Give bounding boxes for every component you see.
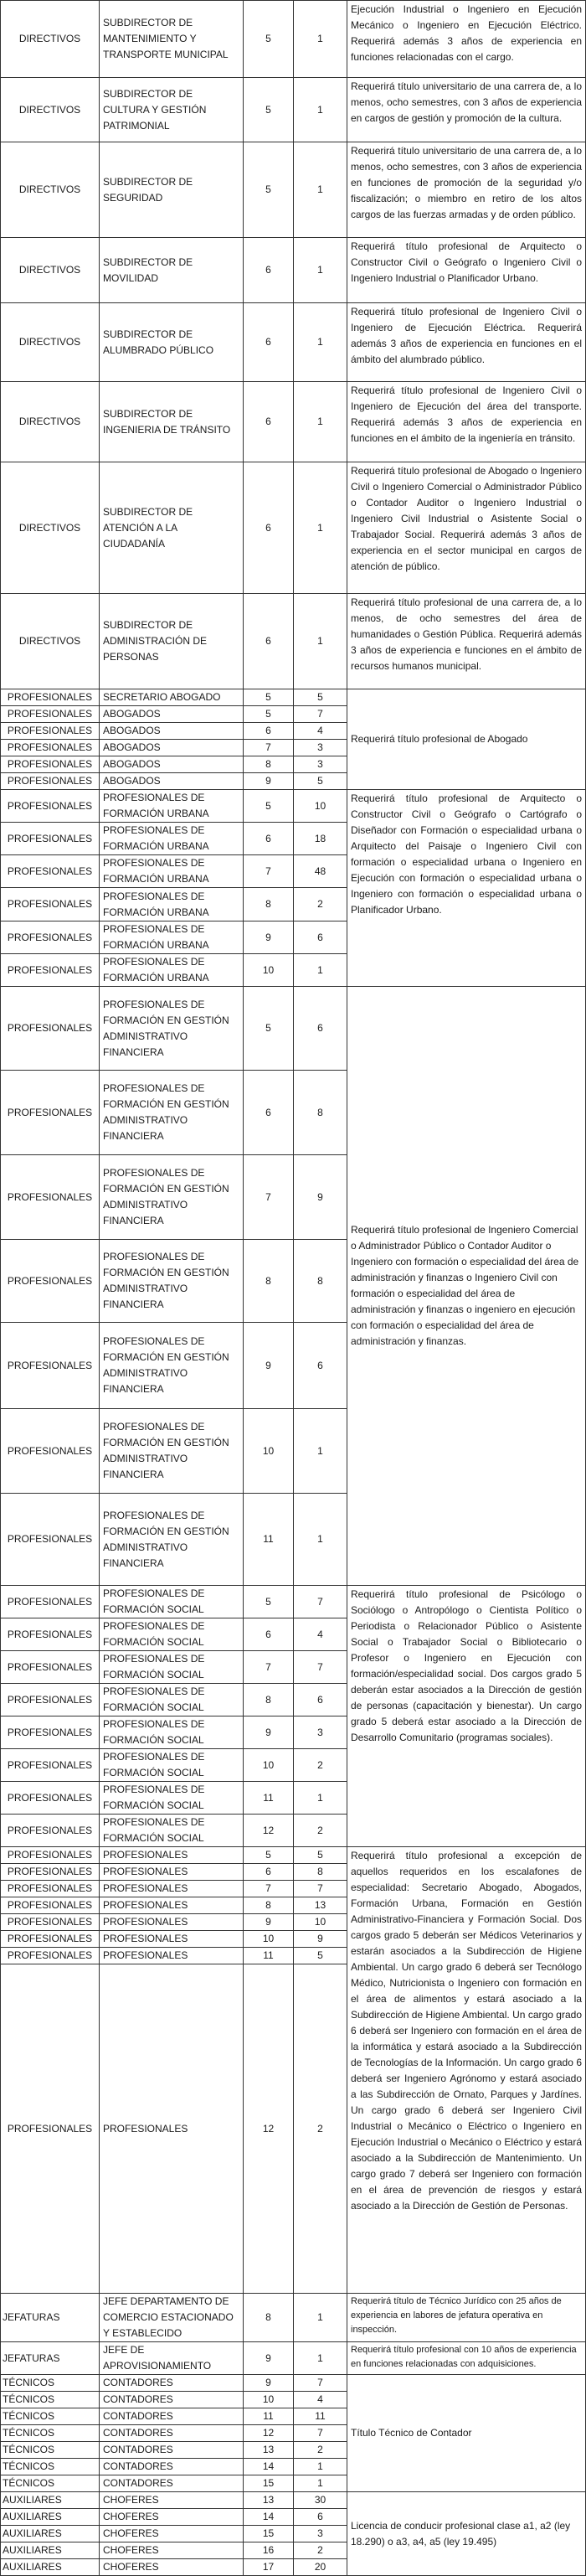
count-cell: 2: [294, 1815, 347, 1847]
count-cell: 8: [294, 1240, 347, 1323]
count-cell: 10: [294, 790, 347, 823]
position-cell: PROFESIONALES DE FORMACIÓN URBANA: [100, 855, 244, 888]
position-cell: PROFESIONALES DE FORMACIÓN EN GESTIÓN ADMINISTRATIVO FINANCIERA: [100, 1071, 244, 1155]
count-cell: 1: [294, 238, 347, 303]
position-cell: PROFESIONALES DE FORMACIÓN EN GESTIÓN ADMINISTRATIVO FINANCIERA: [100, 1155, 244, 1240]
grade-cell: 8: [244, 756, 294, 773]
grade-cell: 6: [244, 1864, 294, 1881]
position-cell: PROFESIONALES: [100, 1864, 244, 1881]
position-cell: SUBDIRECTOR DE ADMINISTRACIÓN DE PERSONAS: [100, 594, 244, 689]
grade-cell: 11: [244, 1494, 294, 1586]
requirements-cell: Requerirá título profesional de Arquitecto o Constructor Civil o Geógrafo o Ingeniero Civil o Ingeniero Industrial o Planificador Urbano.: [347, 238, 586, 303]
grade-cell: 5: [244, 78, 294, 142]
count-cell: 2: [294, 1964, 347, 2294]
requirements-cell: Ejecución Industrial o Ingeniero en Ejecución Mecánico o Ingeniero en Ejecución Eléctrico. Requerirá además 3 años de experiencia en funciones relacionadas con el cargo.: [347, 1, 586, 78]
grade-cell: 6: [244, 723, 294, 740]
count-cell: 1: [294, 2459, 347, 2475]
position-cell: PROFESIONALES DE FORMACIÓN SOCIAL: [100, 1815, 244, 1847]
grade-cell: 5: [244, 689, 294, 706]
grade-cell: 9: [244, 1323, 294, 1409]
category-cell: DIRECTIVOS: [1, 238, 100, 303]
grade-cell: 9: [244, 773, 294, 790]
count-cell: 7: [294, 1586, 347, 1618]
count-cell: 1: [294, 594, 347, 689]
table-row: [1, 594, 586, 689]
count-cell: 1: [294, 1782, 347, 1815]
category-cell: PROFESIONALES: [1, 740, 100, 756]
table-row: [1, 1847, 586, 1864]
table-row: [1, 382, 586, 462]
requirements-cell: Requerirá título profesional de Abogado: [347, 689, 586, 790]
category-cell: PROFESIONALES: [1, 1684, 100, 1716]
count-cell: 1: [294, 1494, 347, 1586]
grade-cell: 7: [244, 1155, 294, 1240]
category-cell: PROFESIONALES: [1, 1716, 100, 1749]
count-cell: 9: [294, 1155, 347, 1240]
count-cell: 1: [294, 142, 347, 238]
grade-cell: 9: [244, 2342, 294, 2375]
requirements-cell: Requerirá título profesional de Ingeniero Comercial o Administrador Público o Contador Auditor o Ingeniero con formación o especialidad del área de administración y finanzas o Ingeniero Civil con formación o especialidad del área de administración y finanzas o ingeniero en ejecución con formación o especialidad del área de administración y finanzas.: [347, 987, 586, 1586]
table-row: [1, 1, 586, 78]
grade-cell: 5: [244, 987, 294, 1071]
category-cell: PROFESIONALES: [1, 888, 100, 921]
position-cell: SUBDIRECTOR DE MOVILIDAD: [100, 238, 244, 303]
category-cell: PROFESIONALES: [1, 1847, 100, 1864]
requirements-cell: Requerirá título de Técnico Jurídico con 25 años de experiencia en labores de jefatura operativa en inspección.: [347, 2294, 586, 2342]
grade-cell: 7: [244, 1881, 294, 1897]
grade-cell: 9: [244, 2375, 294, 2392]
position-cell: SUBDIRECTOR DE MANTENIMIENTO Y TRANSPORTE MUNICIPAL: [100, 1, 244, 78]
count-cell: 8: [294, 1071, 347, 1155]
position-cell: PROFESIONALES: [100, 1964, 244, 2294]
count-cell: 1: [294, 462, 347, 594]
count-cell: 2: [294, 1749, 347, 1782]
category-cell: PROFESIONALES: [1, 1240, 100, 1323]
grade-cell: 5: [244, 1847, 294, 1864]
requirements-cell: Título Técnico de Contador: [347, 2375, 586, 2492]
count-cell: 1: [294, 1, 347, 78]
position-cell: CONTADORES: [100, 2392, 244, 2408]
count-cell: 3: [294, 1716, 347, 1749]
grade-cell: 11: [244, 1782, 294, 1815]
count-cell: 4: [294, 723, 347, 740]
position-cell: PROFESIONALES DE FORMACIÓN URBANA: [100, 954, 244, 987]
position-cell: PROFESIONALES: [100, 1914, 244, 1931]
grade-cell: 16: [244, 2542, 294, 2559]
category-cell: TÉCNICOS: [1, 2425, 100, 2442]
grade-cell: 7: [244, 740, 294, 756]
grade-cell: 14: [244, 2509, 294, 2526]
position-cell: PROFESIONALES DE FORMACIÓN URBANA: [100, 888, 244, 921]
count-cell: 5: [294, 689, 347, 706]
category-cell: PROFESIONALES: [1, 855, 100, 888]
count-cell: 3: [294, 756, 347, 773]
category-cell: DIRECTIVOS: [1, 78, 100, 142]
position-cell: PROFESIONALES DE FORMACIÓN EN GESTIÓN ADMINISTRATIVO FINANCIERA: [100, 1409, 244, 1494]
category-cell: AUXILIARES: [1, 2526, 100, 2542]
grade-cell: 5: [244, 706, 294, 723]
table-row: [1, 689, 586, 706]
position-cell: CHOFERES: [100, 2526, 244, 2542]
count-cell: 7: [294, 2425, 347, 2442]
category-cell: PROFESIONALES: [1, 1409, 100, 1494]
position-cell: PROFESIONALES DE FORMACIÓN SOCIAL: [100, 1618, 244, 1651]
grade-cell: 10: [244, 2392, 294, 2408]
position-cell: PROFESIONALES DE FORMACIÓN EN GESTIÓN ADMINISTRATIVO FINANCIERA: [100, 1323, 244, 1409]
grade-cell: 10: [244, 1749, 294, 1782]
table-row: [1, 303, 586, 382]
count-cell: 4: [294, 1618, 347, 1651]
grade-cell: 15: [244, 2526, 294, 2542]
category-cell: DIRECTIVOS: [1, 142, 100, 238]
table-row: [1, 987, 586, 1071]
count-cell: 2: [294, 888, 347, 921]
category-cell: TÉCNICOS: [1, 2442, 100, 2459]
category-cell: PROFESIONALES: [1, 1815, 100, 1847]
count-cell: 1: [294, 2342, 347, 2375]
count-cell: 30: [294, 2492, 347, 2509]
grade-cell: 13: [244, 2442, 294, 2459]
category-cell: PROFESIONALES: [1, 1155, 100, 1240]
count-cell: 6: [294, 921, 347, 954]
grade-cell: 10: [244, 954, 294, 987]
count-cell: 3: [294, 740, 347, 756]
count-cell: 48: [294, 855, 347, 888]
grade-cell: 5: [244, 1586, 294, 1618]
position-cell: PROFESIONALES: [100, 1948, 244, 1964]
category-cell: PROFESIONALES: [1, 954, 100, 987]
count-cell: 18: [294, 823, 347, 855]
grade-cell: 15: [244, 2475, 294, 2492]
requirements-cell: Licencia de conducir profesional clase a1, a2 (ley 18.290) o a3, a4, a5 (ley 19.495): [347, 2492, 586, 2576]
grade-cell: 7: [244, 1651, 294, 1684]
table-row: [1, 142, 586, 238]
position-cell: PROFESIONALES DE FORMACIÓN URBANA: [100, 823, 244, 855]
requirements-cell: Requerirá título profesional a excepción de aquellos requeridos en los escalafones de especialidad: Secretario Abogado, Abogados, Formación Urbana, Formación en Gestión Administrativo-Financiera y Formación Social. Dos cargos grado 5 deberán ser Médicos Veterinarios y estarán asociados a la Subdirección de Higiene Ambiental. Un cargo grado 6 deberá ser Tecnólogo Médico, Nutricionista o Ingeniero con formación en el área de alimentos y estará asociado a la Subdirección de Higiene Ambiental. Un cargo grado 6 deberá ser Ingeniero con formación en el área de la informática y estará asociado a la Subdirección de Tecnologías de la Información. Un cargo grado 6 deberá ser Ingeniero Agrónomo y estará asociado a las Subdirección de Ornato, Parques y Jardínes. Un cargo grado 6 deberá ser Ingeniero Civil Industrial o Mecánico o Eléctrico o Ingeniero en Ejecución Industrial o Mecánico o Eléctrico y estará asociado a la Subdirección de Mantenimiento. Un cargo grado 7 deberá ser Ingeniero con formación en el área de prevención de riesgos y estará asociado a la Dirección de Gestión de Personas.: [347, 1847, 586, 2294]
category-cell: PROFESIONALES: [1, 987, 100, 1071]
position-cell: SUBDIRECTOR DE SEGURIDAD: [100, 142, 244, 238]
requirements-cell: Requerirá título profesional de Ingeniero Civil o Ingeniero de Ejecución Eléctrica. Requerirá además 3 años de experiencia en funciones en el ámbito del alumbrado público.: [347, 303, 586, 382]
position-cell: CONTADORES: [100, 2475, 244, 2492]
category-cell: DIRECTIVOS: [1, 303, 100, 382]
position-cell: SUBDIRECTOR DE INGENIERIA DE TRÁNSITO: [100, 382, 244, 462]
category-cell: PROFESIONALES: [1, 706, 100, 723]
requirements-cell: Requerirá título profesional de una carrera de, a lo menos, de ocho semestres del área de humanidades o Gestión Pública. Requerirá además 3 años de experiencia e funciones en el ámbito de recursos humanos municipal.: [347, 594, 586, 689]
count-cell: 7: [294, 706, 347, 723]
category-cell: PROFESIONALES: [1, 1071, 100, 1155]
position-cell: ABOGADOS: [100, 773, 244, 790]
position-cell: PROFESIONALES DE FORMACIÓN SOCIAL: [100, 1749, 244, 1782]
grade-cell: 6: [244, 382, 294, 462]
position-cell: ABOGADOS: [100, 706, 244, 723]
count-cell: 11: [294, 2408, 347, 2425]
category-cell: PROFESIONALES: [1, 1864, 100, 1881]
position-cell: PROFESIONALES: [100, 1931, 244, 1948]
position-cell: PROFESIONALES DE FORMACIÓN URBANA: [100, 790, 244, 823]
count-cell: 10: [294, 1914, 347, 1931]
grade-cell: 14: [244, 2459, 294, 2475]
position-cell: PROFESIONALES DE FORMACIÓN SOCIAL: [100, 1651, 244, 1684]
grade-cell: 6: [244, 594, 294, 689]
table-row: [1, 78, 586, 142]
category-cell: TÉCNICOS: [1, 2392, 100, 2408]
position-cell: CONTADORES: [100, 2442, 244, 2459]
category-cell: PROFESIONALES: [1, 689, 100, 706]
grade-cell: 8: [244, 1240, 294, 1323]
position-cell: SUBDIRECTOR DE CULTURA Y GESTIÓN PATRIMONIAL: [100, 78, 244, 142]
position-cell: PROFESIONALES DE FORMACIÓN URBANA: [100, 921, 244, 954]
category-cell: PROFESIONALES: [1, 1964, 100, 2294]
category-cell: PROFESIONALES: [1, 1897, 100, 1914]
category-cell: JEFATURAS: [1, 2342, 100, 2375]
category-cell: PROFESIONALES: [1, 1618, 100, 1651]
position-cell: PROFESIONALES DE FORMACIÓN EN GESTIÓN ADMINISTRATIVO FINANCIERA: [100, 1494, 244, 1586]
table-row: [1, 790, 586, 823]
count-cell: 8: [294, 1864, 347, 1881]
count-cell: 5: [294, 1847, 347, 1864]
position-cell: CHOFERES: [100, 2509, 244, 2526]
table-row: [1, 2375, 586, 2392]
count-cell: 7: [294, 2375, 347, 2392]
grade-cell: 13: [244, 2492, 294, 2509]
position-cell: CONTADORES: [100, 2375, 244, 2392]
count-cell: 3: [294, 2526, 347, 2542]
position-cell: ABOGADOS: [100, 723, 244, 740]
category-cell: DIRECTIVOS: [1, 594, 100, 689]
category-cell: AUXILIARES: [1, 2559, 100, 2576]
table-row: [1, 462, 586, 594]
table-row: [1, 238, 586, 303]
position-cell: SUBDIRECTOR DE ATENCIÓN A LA CIUDADANÍA: [100, 462, 244, 594]
position-cell: SECRETARIO ABOGADO: [100, 689, 244, 706]
category-cell: PROFESIONALES: [1, 1749, 100, 1782]
position-cell: CONTADORES: [100, 2408, 244, 2425]
requirements-cell: Requerirá título universitario de una carrera de, a lo menos, ocho semestres, con 3 años de experiencia en cargos de gestión y promoción de la cultura.: [347, 78, 586, 142]
position-cell: CHOFERES: [100, 2559, 244, 2576]
grade-cell: 7: [244, 855, 294, 888]
category-cell: AUXILIARES: [1, 2492, 100, 2509]
grade-cell: 8: [244, 1684, 294, 1716]
category-cell: DIRECTIVOS: [1, 462, 100, 594]
position-cell: PROFESIONALES: [100, 1847, 244, 1864]
count-cell: 7: [294, 1651, 347, 1684]
requirements-cell: Requerirá título profesional de Arquitecto o Constructor Civil o Geógrafo o Cartógrafo o Diseñador con Formación o especialidad urbana o Arquitecto del Paisaje o Ingeniero Civil con formación o especialidad urbana o Ingeniero en Ejecución con formación o especialidad urbana o Ingeniero con formación o especialidad urbana o Planificador Urbano.: [347, 790, 586, 987]
grade-cell: 6: [244, 303, 294, 382]
position-cell: SUBDIRECTOR DE ALUMBRADO PÚBLICO: [100, 303, 244, 382]
count-cell: 2: [294, 2542, 347, 2559]
count-cell: 1: [294, 382, 347, 462]
count-cell: 20: [294, 2559, 347, 2576]
category-cell: JEFATURAS: [1, 2294, 100, 2342]
table-row: [1, 1586, 586, 1618]
position-cell: PROFESIONALES DE FORMACIÓN SOCIAL: [100, 1782, 244, 1815]
category-cell: PROFESIONALES: [1, 1494, 100, 1586]
grade-cell: 12: [244, 1964, 294, 2294]
requirements-cell: Requerirá título profesional de Ingeniero Civil o Ingeniero de Ejecución del área del transporte. Requerirá además 3 años de experiencia en funciones en el ámbito de la ingeniería en tránsito.: [347, 382, 586, 462]
grade-cell: 5: [244, 790, 294, 823]
position-cell: CHOFERES: [100, 2492, 244, 2509]
category-cell: PROFESIONALES: [1, 823, 100, 855]
position-cell: CONTADORES: [100, 2459, 244, 2475]
position-cell: ABOGADOS: [100, 740, 244, 756]
position-cell: PROFESIONALES DE FORMACIÓN SOCIAL: [100, 1586, 244, 1618]
position-cell: JEFE DEPARTAMENTO DE COMERCIO ESTACIONADO Y ESTABLECIDO: [100, 2294, 244, 2342]
grade-cell: 12: [244, 2425, 294, 2442]
count-cell: 1: [294, 303, 347, 382]
category-cell: AUXILIARES: [1, 2542, 100, 2559]
category-cell: TÉCNICOS: [1, 2375, 100, 2392]
category-cell: DIRECTIVOS: [1, 382, 100, 462]
table-row: [1, 2342, 586, 2375]
position-cell: PROFESIONALES DE FORMACIÓN EN GESTIÓN ADMINISTRATIVO FINANCIERA: [100, 1240, 244, 1323]
count-cell: 6: [294, 1323, 347, 1409]
count-cell: 1: [294, 2475, 347, 2492]
category-cell: PROFESIONALES: [1, 1586, 100, 1618]
position-cell: PROFESIONALES DE FORMACIÓN SOCIAL: [100, 1684, 244, 1716]
count-cell: 1: [294, 954, 347, 987]
grade-cell: 6: [244, 1618, 294, 1651]
count-cell: 6: [294, 987, 347, 1071]
position-cell: PROFESIONALES: [100, 1881, 244, 1897]
requirements-cell: Requerirá título profesional con 10 años de experiencia en funciones relacionadas con adquisiciones.: [347, 2342, 586, 2375]
position-cell: ABOGADOS: [100, 756, 244, 773]
table-row: [1, 2492, 586, 2509]
grade-cell: 10: [244, 1409, 294, 1494]
count-cell: 6: [294, 1684, 347, 1716]
category-cell: PROFESIONALES: [1, 756, 100, 773]
grade-cell: 10: [244, 1931, 294, 1948]
grade-cell: 17: [244, 2559, 294, 2576]
requirements-cell: Requerirá título universitario de una carrera de, a lo menos, ocho semestres, con 3 años de experiencia en funciones de promoción de la seguridad y/o fiscalización; o miembro en retiro de los altos cargos de las fuerzas armadas y de orden público.: [347, 142, 586, 238]
count-cell: 1: [294, 2294, 347, 2342]
grade-cell: 8: [244, 888, 294, 921]
count-cell: 5: [294, 773, 347, 790]
category-cell: PROFESIONALES: [1, 1948, 100, 1964]
category-cell: PROFESIONALES: [1, 773, 100, 790]
count-cell: 13: [294, 1897, 347, 1914]
position-cell: PROFESIONALES DE FORMACIÓN SOCIAL: [100, 1716, 244, 1749]
grade-cell: 8: [244, 2294, 294, 2342]
grade-cell: 6: [244, 462, 294, 594]
category-cell: PROFESIONALES: [1, 1881, 100, 1897]
count-cell: 7: [294, 1881, 347, 1897]
grade-cell: 6: [244, 823, 294, 855]
category-cell: PROFESIONALES: [1, 921, 100, 954]
position-cell: PROFESIONALES: [100, 1897, 244, 1914]
category-cell: DIRECTIVOS: [1, 1, 100, 78]
grade-cell: 11: [244, 1948, 294, 1964]
requirements-cell: Requerirá título profesional de Abogado o Ingeniero Civil o Ingeniero Comercial o Administrador Público o Contador Auditor o Ingeniero Industrial o Ingeniero Civil Industrial o Asistente Social o Trabajador Social. Requerirá además 3 años de experiencia en el sector municipal en cargos de atención de público.: [347, 462, 586, 594]
category-cell: TÉCNICOS: [1, 2408, 100, 2425]
grade-cell: 5: [244, 142, 294, 238]
category-cell: PROFESIONALES: [1, 790, 100, 823]
count-cell: 1: [294, 78, 347, 142]
category-cell: TÉCNICOS: [1, 2475, 100, 2492]
grade-cell: 5: [244, 1, 294, 78]
positions-table-body: [1, 1, 586, 2576]
category-cell: TÉCNICOS: [1, 2459, 100, 2475]
grade-cell: 11: [244, 2408, 294, 2425]
count-cell: 2: [294, 2442, 347, 2459]
grade-cell: 6: [244, 1071, 294, 1155]
count-cell: 6: [294, 2509, 347, 2526]
count-cell: 1: [294, 1409, 347, 1494]
category-cell: PROFESIONALES: [1, 1914, 100, 1931]
grade-cell: 9: [244, 1716, 294, 1749]
category-cell: PROFESIONALES: [1, 1931, 100, 1948]
grade-cell: 9: [244, 921, 294, 954]
grade-cell: 9: [244, 1914, 294, 1931]
count-cell: 4: [294, 2392, 347, 2408]
count-cell: 9: [294, 1931, 347, 1948]
category-cell: PROFESIONALES: [1, 1782, 100, 1815]
category-cell: PROFESIONALES: [1, 1651, 100, 1684]
category-cell: PROFESIONALES: [1, 1323, 100, 1409]
count-cell: 5: [294, 1948, 347, 1964]
position-cell: CHOFERES: [100, 2542, 244, 2559]
requirements-cell: Requerirá título profesional de Psicólogo o Sociólogo o Antropólogo o Cientista Político o Periodista o Relacionador Público o Asistente Social o Trabajador Social o Bibliotecario o Profesor o Ingeniero en Ejecución con formación/especialidad social. Dos cargos grado 5 deberán estar asociados a la Dirección de gestión de personas (capacitación y bienestar). Un cargo grado 5 deberá estar asociado a la Dirección de Desarrollo Comunitario (programas sociales).: [347, 1586, 586, 1847]
grade-cell: 6: [244, 238, 294, 303]
position-cell: CONTADORES: [100, 2425, 244, 2442]
grade-cell: 12: [244, 1815, 294, 1847]
category-cell: PROFESIONALES: [1, 723, 100, 740]
table-row: [1, 2294, 586, 2342]
position-cell: PROFESIONALES DE FORMACIÓN EN GESTIÓN ADMINISTRATIVO FINANCIERA: [100, 987, 244, 1071]
position-cell: JEFE DE APROVISIONAMIENTO: [100, 2342, 244, 2375]
category-cell: AUXILIARES: [1, 2509, 100, 2526]
grade-cell: 8: [244, 1897, 294, 1914]
